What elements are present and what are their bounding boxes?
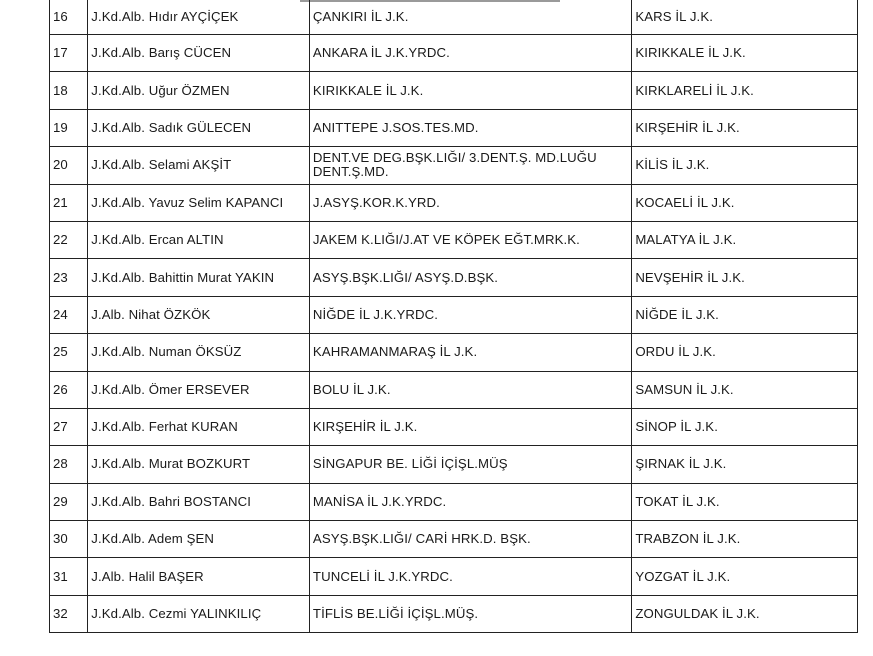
officer-name: J.Alb. Nihat ÖZKÖK <box>88 296 310 333</box>
table-row <box>50 371 858 408</box>
table-row <box>50 109 858 146</box>
table-row <box>50 72 858 109</box>
current-post: KIRŞEHİR İL J.K. <box>309 408 631 445</box>
current-post: TİFLİS BE.LİĞİ İÇİŞL.MÜŞ. <box>309 595 631 632</box>
officer-name: J.Kd.Alb. Ömer ERSEVER <box>88 371 310 408</box>
row-number: 23 <box>50 259 88 296</box>
row-number: 16 <box>50 0 88 35</box>
officer-name: J.Kd.Alb. Bahri BOSTANCI <box>88 483 310 520</box>
current-post: JAKEM K.LIĞI/J.AT VE KÖPEK EĞT.MRK.K. <box>309 221 631 258</box>
table-row <box>50 446 858 483</box>
row-number: 30 <box>50 521 88 558</box>
table-row <box>50 147 858 184</box>
row-number: 28 <box>50 446 88 483</box>
table-row <box>50 296 858 333</box>
current-post: KAHRAMANMARAŞ İL J.K. <box>309 334 631 371</box>
new-post: NEVŞEHİR İL J.K. <box>632 259 858 296</box>
officer-name: J.Kd.Alb. Bahittin Murat YAKIN <box>88 259 310 296</box>
new-post: KIRŞEHİR İL J.K. <box>632 109 858 146</box>
new-post: KOCAELİ İL J.K. <box>632 184 858 221</box>
table-row <box>50 0 858 35</box>
current-post: BOLU İL J.K. <box>309 371 631 408</box>
row-number: 24 <box>50 296 88 333</box>
row-number: 21 <box>50 184 88 221</box>
officer-name: J.Kd.Alb. Ercan ALTIN <box>88 221 310 258</box>
table-row <box>50 595 858 632</box>
table-row <box>50 483 858 520</box>
table-row <box>50 334 858 371</box>
table-row <box>50 184 858 221</box>
table-row <box>50 408 858 445</box>
row-number: 25 <box>50 334 88 371</box>
row-number: 29 <box>50 483 88 520</box>
row-number: 32 <box>50 595 88 632</box>
new-post: ZONGULDAK İL J.K. <box>632 595 858 632</box>
officer-name: J.Alb. Halil BAŞER <box>88 558 310 595</box>
table-row <box>50 35 858 72</box>
current-post: ASYŞ.BŞK.LIĞI/ ASYŞ.D.BŞK. <box>309 259 631 296</box>
new-post: YOZGAT İL J.K. <box>632 558 858 595</box>
new-post: ŞIRNAK İL J.K. <box>632 446 858 483</box>
new-post: KIRIKKALE İL J.K. <box>632 35 858 72</box>
officer-name: J.Kd.Alb. Adem ŞEN <box>88 521 310 558</box>
officer-name: J.Kd.Alb. Ferhat KURAN <box>88 408 310 445</box>
row-number: 31 <box>50 558 88 595</box>
current-post: KIRIKKALE İL J.K. <box>309 72 631 109</box>
row-number: 22 <box>50 221 88 258</box>
table-row <box>50 221 858 258</box>
officer-name: J.Kd.Alb. Barış CÜCEN <box>88 35 310 72</box>
new-post: SİNOP İL J.K. <box>632 408 858 445</box>
current-post: ANITTEPE J.SOS.TES.MD. <box>309 109 631 146</box>
new-post: TOKAT İL J.K. <box>632 483 858 520</box>
row-number: 27 <box>50 408 88 445</box>
table-row <box>50 558 858 595</box>
current-post: NİĞDE İL J.K.YRDC. <box>309 296 631 333</box>
current-post: SİNGAPUR BE. LİĞİ İÇİŞL.MÜŞ <box>309 446 631 483</box>
current-post: ÇANKIRI İL J.K. <box>309 0 631 35</box>
officer-name: J.Kd.Alb. Cezmi YALINKILIÇ <box>88 595 310 632</box>
officer-name: J.Kd.Alb. Selami AKŞİT <box>88 147 310 184</box>
current-post: ASYŞ.BŞK.LIĞI/ CARİ HRK.D. BŞK. <box>309 521 631 558</box>
new-post: KARS İL J.K. <box>632 0 858 35</box>
officer-name: J.Kd.Alb. Sadık GÜLECEN <box>88 109 310 146</box>
new-post: KIRKLARELİ İL J.K. <box>632 72 858 109</box>
current-post: DENT.VE DEG.BŞK.LIĞI/ 3.DENT.Ş. MD.LUĞU DENT.Ş.MD. <box>309 147 631 184</box>
officer-name: J.Kd.Alb. Numan ÖKSÜZ <box>88 334 310 371</box>
new-post: ORDU İL J.K. <box>632 334 858 371</box>
table-row <box>50 521 858 558</box>
new-post: KİLİS İL J.K. <box>632 147 858 184</box>
new-post: TRABZON İL J.K. <box>632 521 858 558</box>
new-post: MALATYA İL J.K. <box>632 221 858 258</box>
officer-name: J.Kd.Alb. Murat BOZKURT <box>88 446 310 483</box>
officer-name: J.Kd.Alb. Uğur ÖZMEN <box>88 72 310 109</box>
assignment-table <box>49 0 858 633</box>
row-number: 26 <box>50 371 88 408</box>
row-number: 18 <box>50 72 88 109</box>
row-number: 20 <box>50 147 88 184</box>
new-post: NİĞDE İL J.K. <box>632 296 858 333</box>
current-post: ANKARA İL J.K.YRDC. <box>309 35 631 72</box>
officer-name: J.Kd.Alb. Yavuz Selim KAPANCI <box>88 184 310 221</box>
assignment-table-body <box>50 0 858 633</box>
current-post: MANİSA İL J.K.YRDC. <box>309 483 631 520</box>
row-number: 19 <box>50 109 88 146</box>
new-post: SAMSUN İL J.K. <box>632 371 858 408</box>
current-post: TUNCELİ İL J.K.YRDC. <box>309 558 631 595</box>
current-post: J.ASYŞ.KOR.K.YRD. <box>309 184 631 221</box>
officer-name: J.Kd.Alb. Hıdır AYÇİÇEK <box>88 0 310 35</box>
table-row <box>50 259 858 296</box>
row-number: 17 <box>50 35 88 72</box>
